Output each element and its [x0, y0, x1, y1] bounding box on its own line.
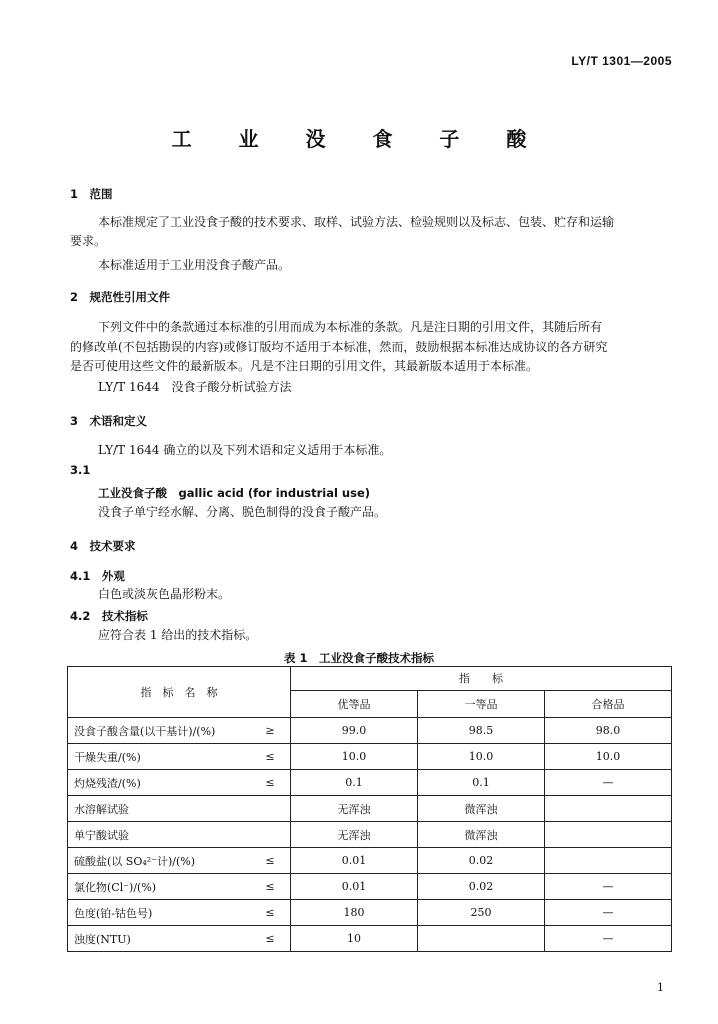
cell-grade-3: 98.0: [545, 718, 672, 744]
header-group: 指 标: [291, 667, 672, 691]
cell-grade-1: 无浑浊: [291, 796, 418, 822]
section-4-2-heading: 4.2 技术指标: [70, 609, 148, 623]
cell-grade-2: 0.1: [418, 770, 545, 796]
row-label: 硫酸盐(以 SO₄²⁻计)/(%): [68, 848, 251, 874]
document-title: 工 业 没 食 子 酸: [171, 127, 547, 151]
cell-grade-3: —: [545, 770, 672, 796]
cell-grade-2: 0.02: [418, 848, 545, 874]
section-4-1-heading: 4.1 外观: [70, 569, 125, 583]
header-grade-1: 优等品: [291, 690, 418, 717]
table-row: [68, 718, 672, 744]
cell-grade-3: —: [545, 900, 672, 926]
table-row: [68, 874, 672, 900]
cell-grade-3: [545, 822, 672, 848]
cell-grade-1: 180: [291, 900, 418, 926]
section-4-heading: 4 技术要求: [70, 539, 136, 553]
cell-grade-1: 0.01: [291, 848, 418, 874]
row-label: 干燥失重/(%): [68, 744, 251, 770]
section-1-text-cont: 要求。: [70, 234, 107, 248]
row-comparator: ≤: [250, 744, 291, 770]
section-2-text-2: 的修改单(不包括勘误的内容)或修订版均不适用于本标准，然而，鼓励根据本标准达成协议的各方研究: [70, 340, 608, 354]
row-label: 灼烧残渣/(%): [68, 770, 251, 796]
cell-grade-1: 10.0: [291, 744, 418, 770]
section-2-text-1: 下列文件中的条款通过本标准的引用而成为本标准的条款。凡是注日期的引用文件，其随后所有: [98, 320, 603, 334]
table-row: [68, 796, 672, 822]
table-row: [68, 926, 672, 952]
section-1-scope: 本标准适用于工业用没食子酸产品。: [98, 258, 291, 272]
header-item: 指 标 名 称: [68, 667, 291, 718]
spec-table: [67, 666, 672, 952]
cell-grade-2: 微浑浊: [418, 796, 545, 822]
term-heading: 工业没食子酸 gallic acid (for industrial use): [98, 486, 371, 500]
section-4-1-text: 白色或淡灰色晶形粉末。: [98, 587, 231, 601]
section-2-text-3: 是否可使用这些文件的最新版本。凡是不注日期的引用文件，其最新版本适用于本标准。: [70, 359, 539, 373]
cell-grade-2: 250: [418, 900, 545, 926]
cell-grade-3: 10.0: [545, 744, 672, 770]
row-comparator: ≤: [250, 926, 291, 952]
cell-grade-2: [418, 926, 545, 952]
page-number: 1: [657, 981, 664, 994]
cell-grade-3: [545, 848, 672, 874]
cell-grade-2: 10.0: [418, 744, 545, 770]
table-row: [68, 822, 672, 848]
table-caption: 表 1 工业没食子酸技术指标: [283, 651, 434, 665]
row-comparator: ≤: [250, 848, 291, 874]
section-2-heading: 2 规范性引用文件: [70, 290, 171, 304]
cell-grade-1: 10: [291, 926, 418, 952]
standard-number: LY/T 1301—2005: [571, 54, 672, 68]
header-grade-3: 合格品: [545, 690, 672, 717]
row-comparator: [250, 796, 291, 822]
row-label: 水溶解试验: [68, 796, 251, 822]
section-1-text: 本标准规定了工业没食子酸的技术要求、取样、试验方法、检验规则以及标志、包装、贮存和运输: [98, 215, 615, 229]
cell-grade-2: 98.5: [418, 718, 545, 744]
table-header-row: [68, 667, 672, 691]
section-3-text: LY/T 1644 确立的以及下列术语和定义适用于本标准。: [98, 443, 392, 457]
row-label: 没食子酸含量(以干基计)/(%): [68, 718, 251, 744]
cell-grade-3: —: [545, 874, 672, 900]
cell-grade-1: 0.01: [291, 874, 418, 900]
cell-grade-1: 无浑浊: [291, 822, 418, 848]
table-row: [68, 848, 672, 874]
cell-grade-2: 微浑浊: [418, 822, 545, 848]
row-label: 单宁酸试验: [68, 822, 251, 848]
section-3-heading: 3 术语和定义: [70, 414, 148, 428]
cell-grade-1: 99.0: [291, 718, 418, 744]
row-label: 色度(铂-钴色号): [68, 900, 251, 926]
cell-grade-1: 0.1: [291, 770, 418, 796]
row-comparator: ≤: [250, 900, 291, 926]
section-2-reference: LY/T 1644 没食子酸分析试验方法: [98, 380, 292, 394]
table-row: [68, 770, 672, 796]
row-comparator: ≤: [250, 770, 291, 796]
row-comparator: ≥: [250, 718, 291, 744]
row-comparator: ≤: [250, 874, 291, 900]
table-row: [68, 900, 672, 926]
cell-grade-2: 0.02: [418, 874, 545, 900]
section-1-heading: 1 范围: [70, 187, 113, 201]
header-grade-2: 一等品: [418, 690, 545, 717]
row-label: 氯化物(Cl⁻)/(%): [68, 874, 251, 900]
cell-grade-3: [545, 796, 672, 822]
cell-grade-3: —: [545, 926, 672, 952]
row-comparator: [250, 822, 291, 848]
table-row: [68, 744, 672, 770]
term-definition: 没食子单宁经水解、分离、脱色制得的没食子酸产品。: [98, 505, 387, 519]
section-4-2-text: 应符合表 1 给出的技术指标。: [98, 628, 258, 642]
section-3-1-number: 3.1: [70, 463, 91, 477]
row-label: 浊度(NTU): [68, 926, 251, 952]
